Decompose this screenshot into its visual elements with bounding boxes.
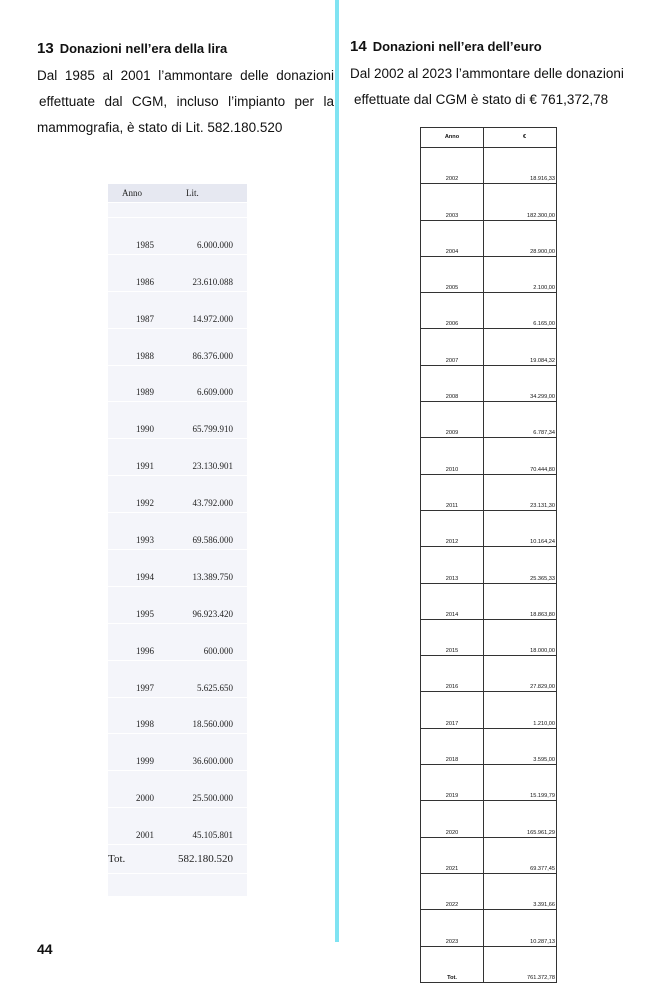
table-row [108,586,247,623]
lira-donations-table [108,183,247,896]
paragraph-line: effettuate dal CGM è stato di € 761,372,78 [354,92,609,107]
amount-cell: 69.377,45 [484,837,557,873]
amount-cell: 1.210,00 [484,692,557,728]
amount-cell: 18.863,80 [484,583,557,619]
year-cell: 2022 [421,873,484,909]
year-cell: 2001 [108,808,156,845]
table-row [421,365,557,401]
amount-cell: 25.500.000 [156,771,247,808]
table-row [108,476,247,513]
section-number: 13 [37,40,54,57]
year-cell: 1992 [108,476,156,513]
year-cell: 1986 [108,254,156,291]
amount-cell: 15.199,79 [484,765,557,801]
year-cell: 2002 [421,148,484,184]
year-cell: 1985 [108,218,156,255]
amount-cell: 18.560.000 [156,697,247,734]
paragraph-line: Dal 1985 al 2001 l’ammontare delle donazioni [37,68,334,83]
amount-cell [156,874,247,897]
table-row [421,256,557,292]
amount-cell: 25.365,33 [484,547,557,583]
page-number: 44 [37,941,53,957]
year-cell: 1989 [108,365,156,402]
amount-cell: 19.084,32 [484,329,557,365]
table-row [421,837,557,873]
year-cell: Tot. [108,845,156,874]
table-row [108,734,247,771]
year-cell: 1990 [108,402,156,439]
table-row [108,513,247,550]
year-cell: 2003 [421,184,484,220]
amount-cell: 23.610.088 [156,254,247,291]
table-row [421,148,557,184]
paragraph-line: Dal 2002 al 2023 l’ammontare delle donazioni [350,66,624,81]
amount-cell: 18.916,33 [484,148,557,184]
year-cell [108,874,156,897]
table-row [421,656,557,692]
table-row [421,873,557,909]
year-cell: 2014 [421,583,484,619]
amount-cell: 182.300,00 [484,184,557,220]
table-total-row [421,946,557,982]
year-cell: 1987 [108,291,156,328]
amount-cell: 6.165,00 [484,293,557,329]
table-header-row [421,128,557,148]
amount-cell: 34.299,00 [484,365,557,401]
table-header-row [108,184,247,203]
amount-cell: 3.391,66 [484,873,557,909]
table-row [421,510,557,546]
table-row [421,801,557,837]
amount-cell: 2.100,00 [484,256,557,292]
amount-cell: 6.000.000 [156,218,247,255]
table-row [108,402,247,439]
amount-cell: 582.180.520 [156,845,247,874]
section-euro [350,38,650,113]
section-number: 14 [350,38,367,55]
table-row [108,365,247,402]
amount-cell: 5.625.650 [156,660,247,697]
table-row [421,728,557,764]
column-header-amount: € [484,128,557,148]
year-cell: 2007 [421,329,484,365]
year-cell: 2000 [108,771,156,808]
amount-cell: 600.000 [156,623,247,660]
amount-cell: 45.105.801 [156,808,247,845]
year-cell: 2018 [421,728,484,764]
table-row [421,220,557,256]
year-cell: 2012 [421,510,484,546]
amount-cell: 28.900,00 [484,220,557,256]
amount-cell: 6.787,34 [484,402,557,438]
section-title [350,38,650,55]
table-row [421,765,557,801]
column-divider [335,0,339,942]
table-row [421,438,557,474]
year-cell: 2016 [421,656,484,692]
amount-cell: 10.287,13 [484,910,557,946]
year-cell: 2004 [421,220,484,256]
table-row [421,474,557,510]
amount-cell: 14.972.000 [156,291,247,328]
table-row [108,254,247,291]
table-row [421,583,557,619]
table-row [108,291,247,328]
table-row [108,328,247,365]
amount-cell: 13.389.750 [156,550,247,587]
year-cell: 2010 [421,438,484,474]
year-cell: 1991 [108,439,156,476]
amount-cell: 23.131,30 [484,474,557,510]
year-cell: 2006 [421,293,484,329]
amount-cell: 69.586.000 [156,513,247,550]
year-cell: 2020 [421,801,484,837]
year-cell: 1996 [108,623,156,660]
table-row [108,808,247,845]
table-row [108,697,247,734]
euro-donations-table [420,127,557,983]
year-cell: 2021 [421,837,484,873]
amount-cell: 18.000,00 [484,619,557,655]
year-cell: 1998 [108,697,156,734]
year-cell: 1988 [108,328,156,365]
year-cell: 2023 [421,910,484,946]
year-cell: 2013 [421,547,484,583]
table-row [421,547,557,583]
table-row [421,910,557,946]
year-cell: 2019 [421,765,484,801]
table-row [108,660,247,697]
table-row [421,619,557,655]
amount-cell: 6.609.000 [156,365,247,402]
amount-cell: 165.961,29 [484,801,557,837]
year-cell: 1994 [108,550,156,587]
table-row [421,402,557,438]
amount-cell: 27.829,00 [484,656,557,692]
amount-cell: 70.444,80 [484,438,557,474]
section-heading: Donazioni nell’era dell’euro [372,39,542,54]
table-row [421,184,557,220]
column-header-amount: Lit. [156,184,247,203]
paragraph-line: effettuate dal CGM, incluso l’impianto per la [39,94,334,109]
table-row [108,623,247,660]
amount-cell: 23.130.901 [156,439,247,476]
amount-cell: 3.595,00 [484,728,557,764]
paragraph-line: mammografia, è stato di Lit. 582.180.520 [37,120,283,135]
table-row [421,293,557,329]
table-row [108,771,247,808]
year-cell: 2005 [421,256,484,292]
table-row [421,692,557,728]
table-row [421,329,557,365]
amount-cell: 36.600.000 [156,734,247,771]
table-row [108,218,247,255]
amount-cell: 10.164,24 [484,510,557,546]
year-cell: Tot. [421,946,484,982]
year-cell: 2008 [421,365,484,401]
year-cell: 1997 [108,660,156,697]
year-cell: 2015 [421,619,484,655]
section-heading: Donazioni nell’era della lira [59,41,228,56]
table-spacer-row [108,874,247,897]
year-cell: 2011 [421,474,484,510]
section-title [37,40,334,57]
column-header-year: Anno [421,128,484,148]
column-header-year: Anno [108,184,156,203]
table-total-row [108,845,247,874]
year-cell: 1995 [108,586,156,623]
amount-cell: 761.372,78 [484,946,557,982]
table-row [108,550,247,587]
year-cell: 1999 [108,734,156,771]
year-cell: 1993 [108,513,156,550]
amount-cell: 65.799.910 [156,402,247,439]
section-lira [37,40,334,141]
amount-cell: 86.376.000 [156,328,247,365]
year-cell: 2009 [421,402,484,438]
year-cell: 2017 [421,692,484,728]
table-row [108,439,247,476]
amount-cell: 43.792.000 [156,476,247,513]
amount-cell: 96.923.420 [156,586,247,623]
table-spacer-row [108,203,247,218]
